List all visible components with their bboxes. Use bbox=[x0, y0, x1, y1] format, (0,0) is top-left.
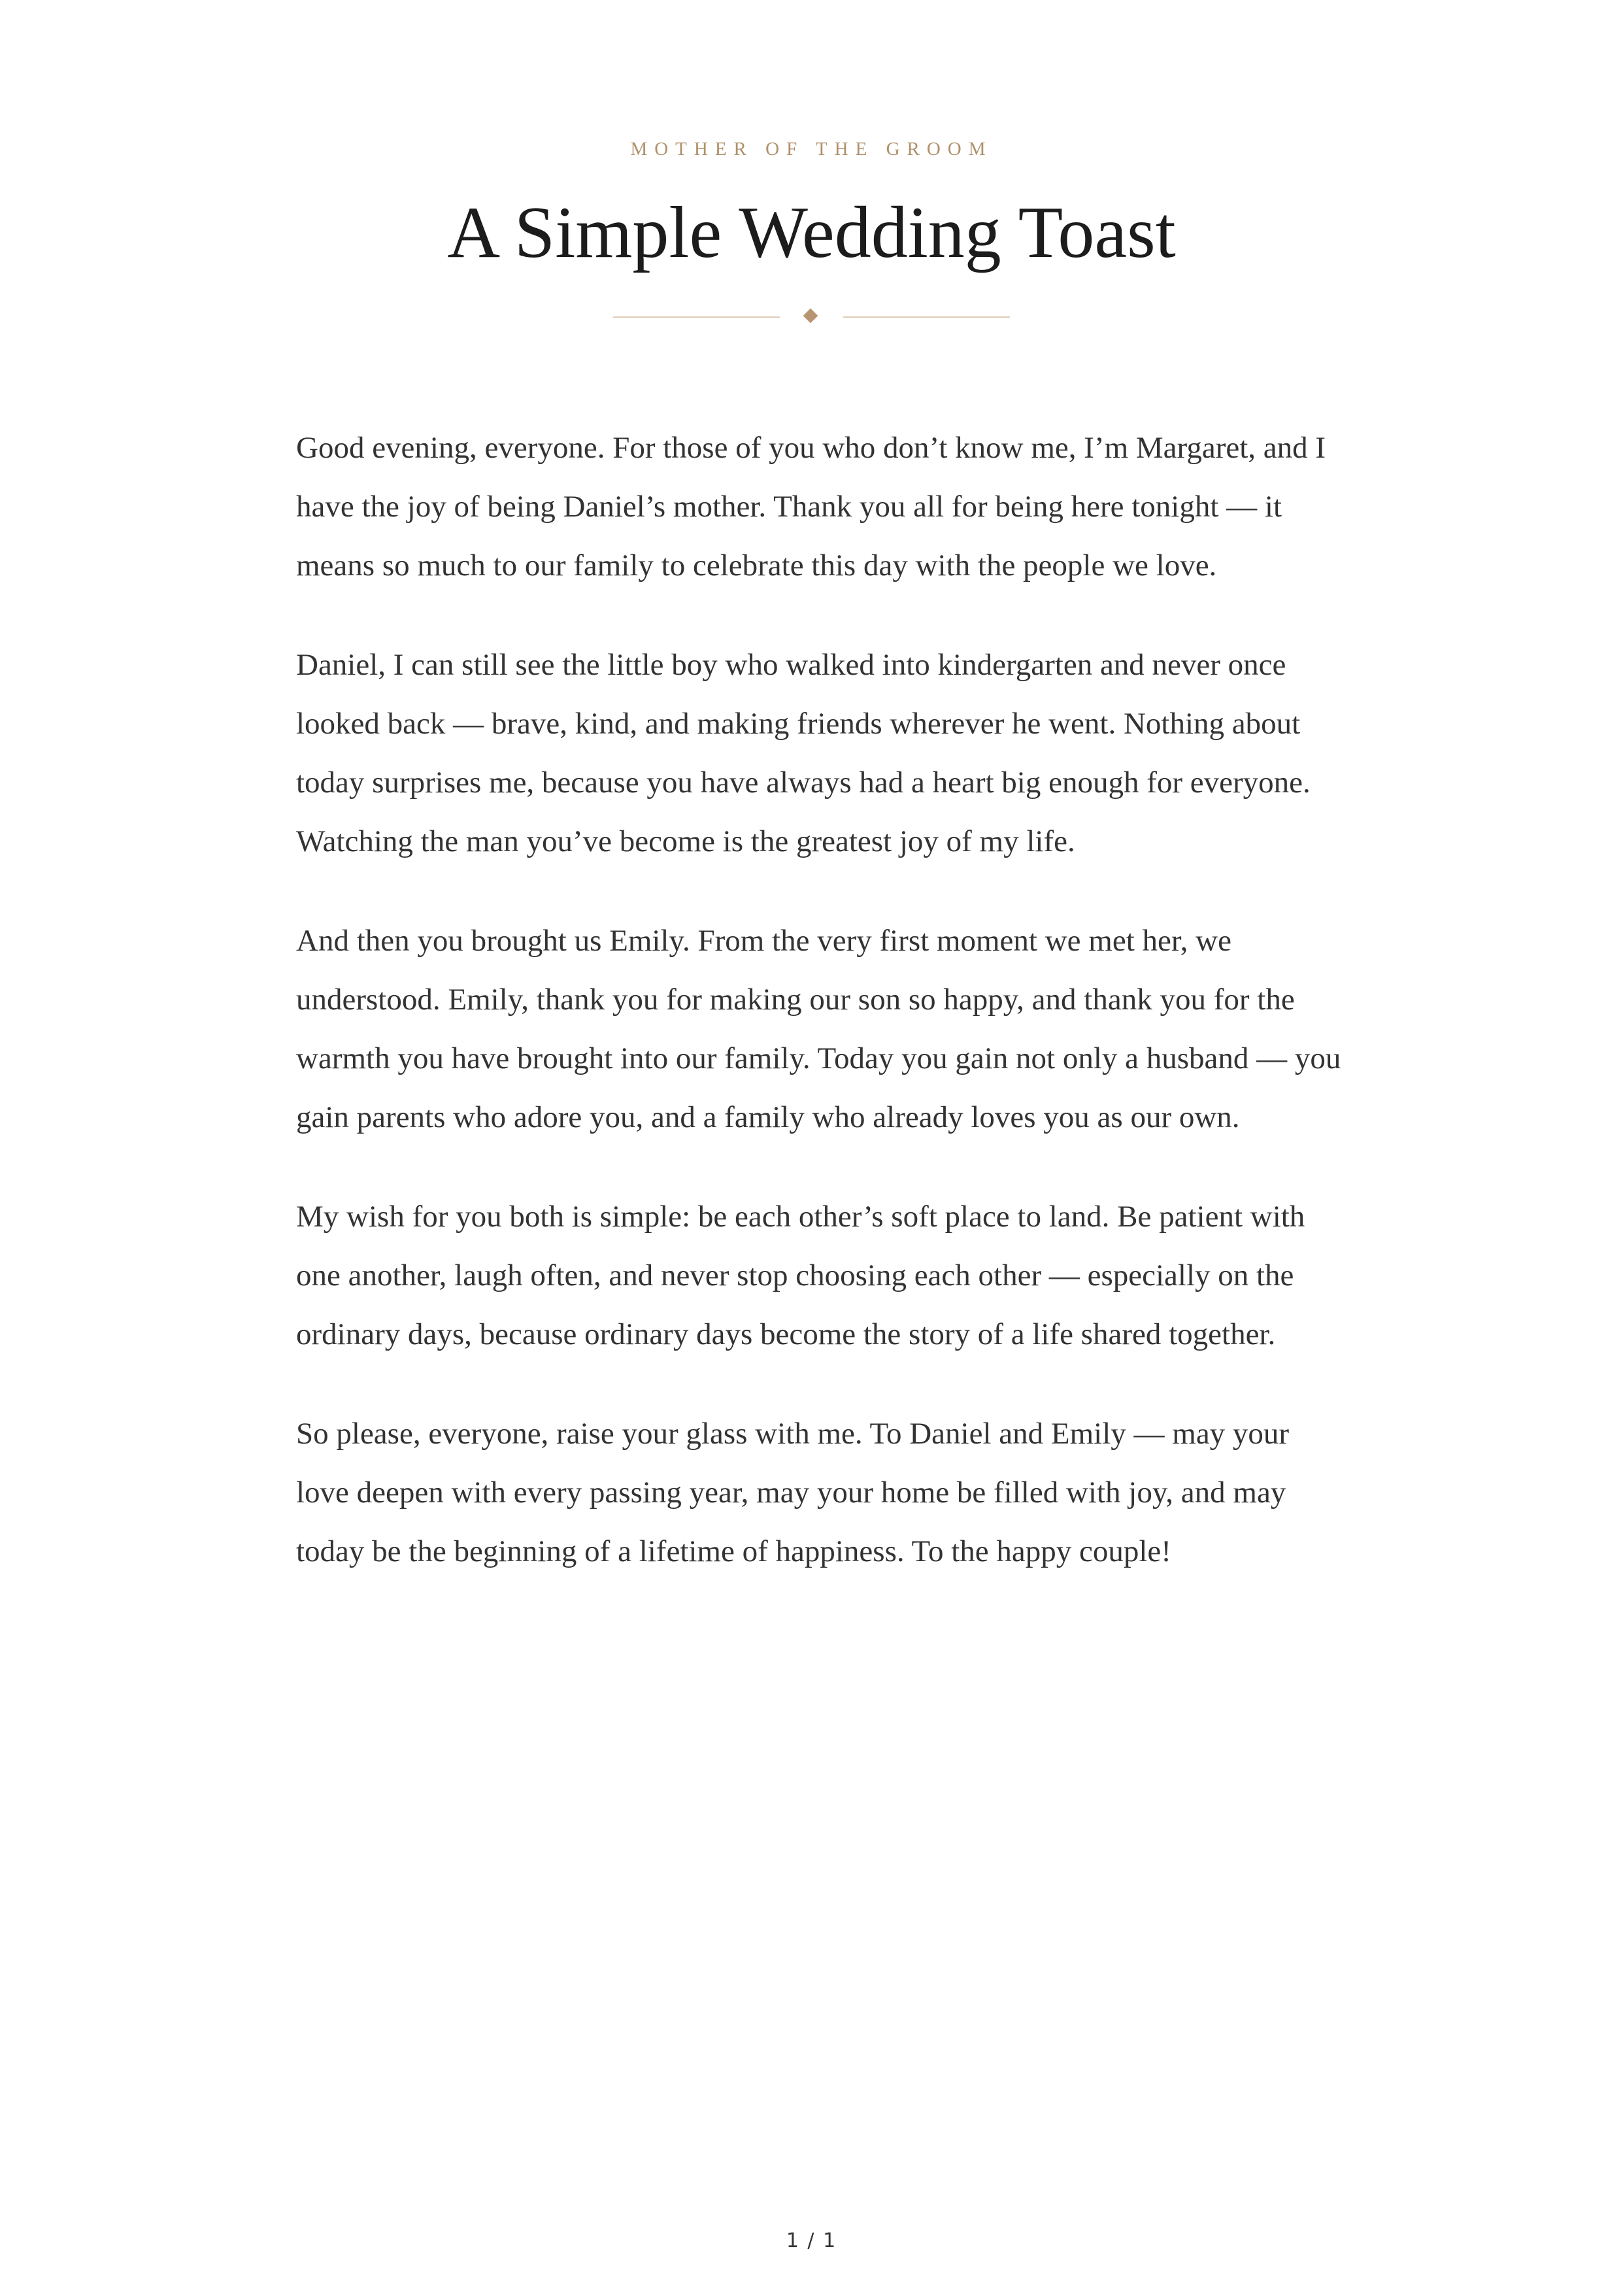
page-number: 1 / 1 bbox=[786, 2229, 837, 2252]
title-ornament bbox=[0, 307, 1623, 327]
paragraph: My wish for you both is simple: be each other’s soft place to land. Be patient with one another, laugh often, and never stop choosing each other — especially on the ordinary days, because ordinary days become the story of a life shared together. bbox=[296, 1200, 1305, 1351]
paragraph: Daniel, I can still see the little boy who walked into kindergarten and never once looked back — brave, kind, and making friends wherever he went. Nothing about today surprises me, because you have always had a heart big enough for everyone. Watching the man you’ve become is the greatest joy of my life. bbox=[296, 648, 1311, 858]
ornament-rule-left bbox=[613, 316, 780, 318]
paragraph: Good evening, everyone. For those of you who don’t know me, I’m Margaret, and I have the joy of being Daniel’s mother. Thank you all for being here tonight — it means so much to our family to celebrate this day with the people we love. bbox=[296, 431, 1326, 582]
diamond-icon bbox=[803, 309, 818, 324]
toast-body bbox=[296, 418, 1342, 1621]
page-title: A Simple Wedding Toast bbox=[447, 192, 1176, 273]
paragraph: So please, everyone, raise your glass with me. To Daniel and Emily — may your love deepen with every passing year, may your home be filled with joy, and may today be the beginning of a lifetime of happiness. To the happy couple! bbox=[296, 1417, 1290, 1568]
ornament-rule-right bbox=[843, 316, 1010, 318]
eyebrow-label: MOTHER OF THE GROOM bbox=[630, 139, 993, 160]
paragraph: And then you brought us Emily. From the very first moment we met her, we understood. Emily, thank you for making our son so happy, and thank you for the warmth you have brought into our family. Today you gain not only a husband — you gain parents who adore you, and a family who already loves you as our own. bbox=[296, 924, 1341, 1134]
